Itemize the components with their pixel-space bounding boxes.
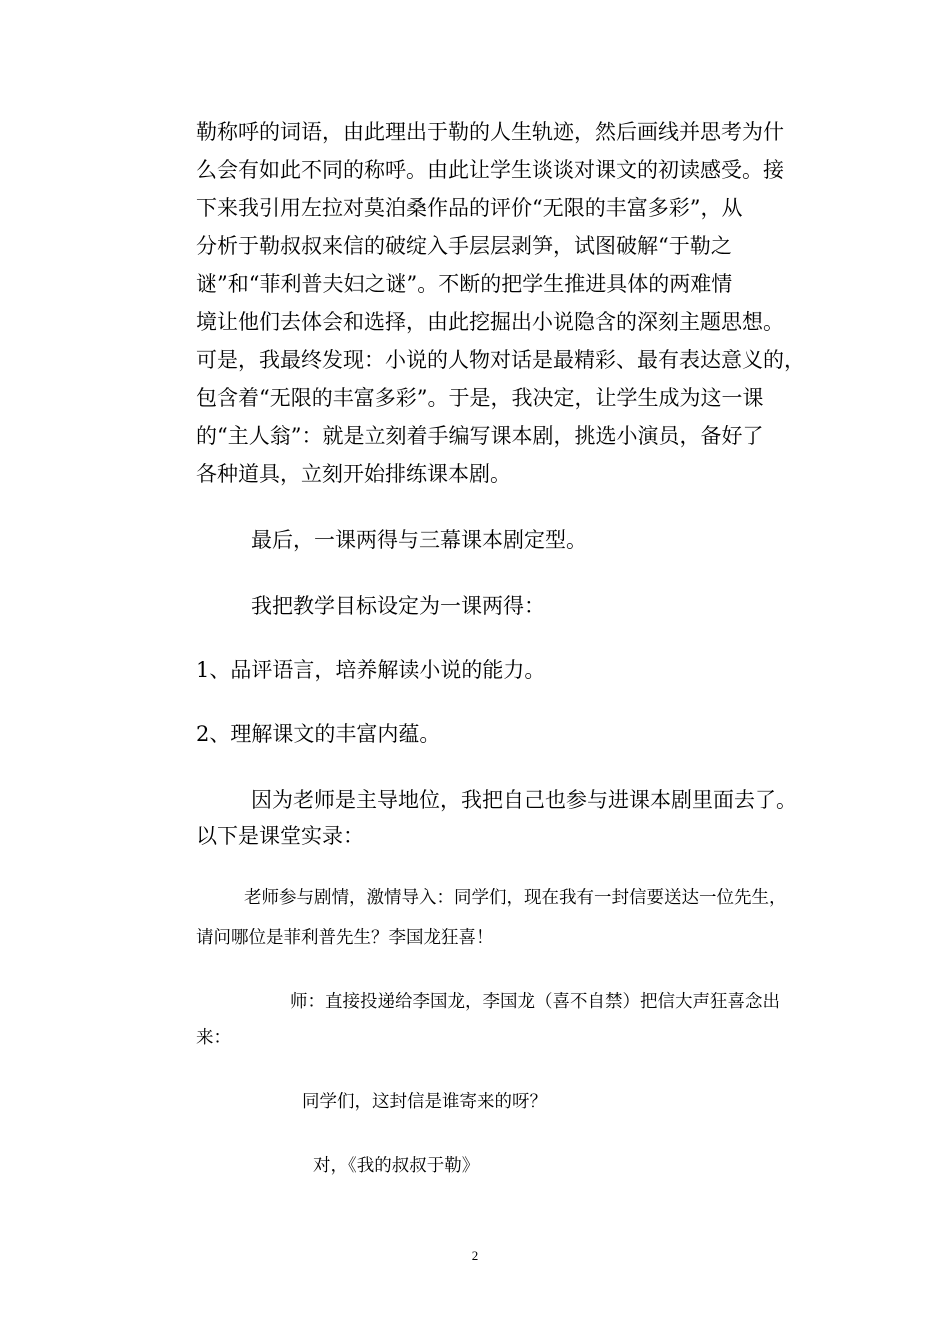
body-text-line: 的“主人翁”：就是立刻着手编写课本剧，挑选小演员，备好了 <box>196 424 764 448</box>
record-line: 同学们，这封信是谁寄来的呀？ <box>302 1092 547 1112</box>
body-text-line: 各种道具，立刻开始排练课本剧。 <box>196 462 511 486</box>
record-line: 师：直接投递给李国龙，李国龙（喜不自禁）把信大声狂喜念出 <box>290 992 780 1012</box>
body-text-line: 谜”和“菲利普夫妇之谜”。不断的把学生推进具体的两难情 <box>196 272 733 296</box>
body-text-line: 境让他们去体会和选择，由此挖掘出小说隐含的深刻主题思想。 <box>196 310 784 334</box>
record-line: 来： <box>196 1028 231 1048</box>
body-text-line: 么会有如此不同的称呼。由此让学生谈谈对课文的初读感受。接 <box>196 158 784 182</box>
teacher-role-line: 以下是课堂实录： <box>196 824 364 848</box>
record-line: 对，《我的叔叔于勒》 <box>313 1156 480 1176</box>
body-text-line: 分析于勒叔叔来信的破绽入手层层剥笋，试图破解“于勒之 <box>196 234 732 258</box>
record-line: 老师参与剧情，激情导入：同学们，现在我有一封信要送达一位先生， <box>244 888 787 908</box>
goal-intro-paragraph: 我把教学目标设定为一课两得： <box>251 594 545 618</box>
body-text-line: 勒称呼的词语，由此理出于勒的人生轨迹，然后画线并思考为什 <box>196 120 784 144</box>
teacher-role-line: 因为老师是主导地位，我把自己也参与进课本剧里面去了。 <box>251 788 797 812</box>
body-text-line: 包含着“无限的丰富多彩”。于是，我决定，让学生成为这一课 <box>196 386 764 410</box>
goal-item: 2、理解课文的丰富内蕴。 <box>196 722 441 746</box>
body-text-line: 下来我引用左拉对莫泊桑作品的评价“无限的丰富多彩”，从 <box>196 196 743 220</box>
finally-paragraph: 最后，一课两得与三幕课本剧定型。 <box>251 528 587 552</box>
body-text-line: 可是，我最终发现：小说的人物对话是最精彩、最有表达意义的， <box>196 348 805 372</box>
page-number: 2 <box>471 1248 479 1263</box>
goal-item: 1、品评语言，培养解读小说的能力。 <box>196 658 546 682</box>
record-line: 请问哪位是菲利普先生？李国龙狂喜！ <box>196 928 494 948</box>
